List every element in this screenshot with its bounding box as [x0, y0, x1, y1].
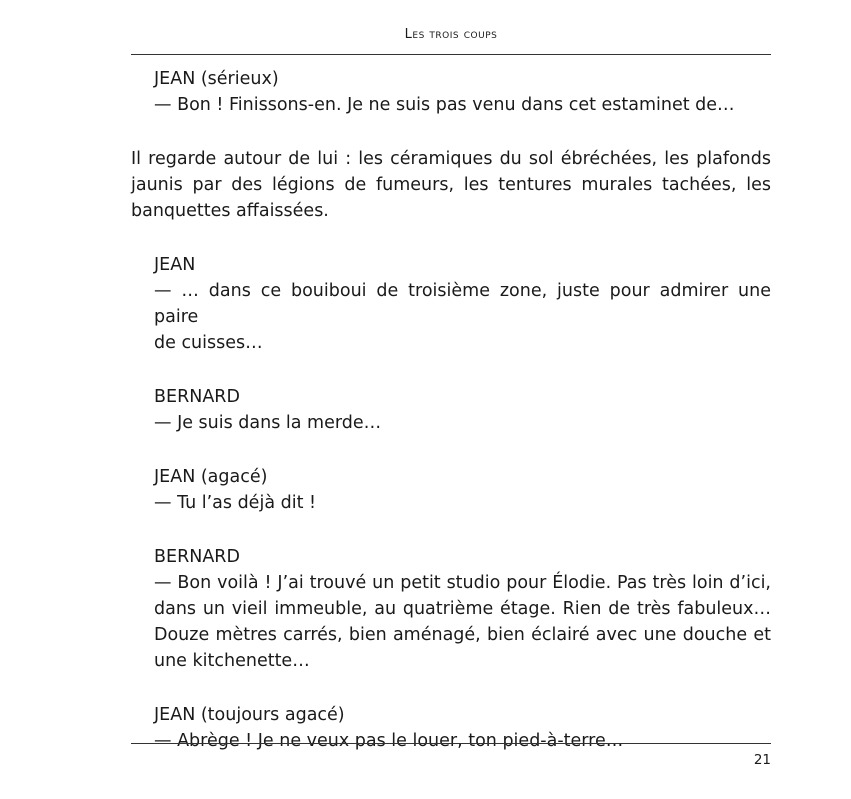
dialogue-block	[131, 66, 771, 118]
header-rule	[131, 54, 771, 55]
dialogue-line: — Bon voilà ! J’ai trouvé un petit studio pour Élodie. Pas très loin d’ici,	[154, 573, 771, 593]
speaker-name: JEAN (agacé)	[154, 467, 268, 487]
dialogue-line: — Tu l’as déjà dit !	[154, 493, 317, 513]
stage-direction-line: Il regarde autour de lui : les céramiques du sol ébréchées, les plafonds	[131, 149, 771, 169]
dialogue-line: de cuisses…	[154, 333, 263, 353]
dialogue-block	[131, 384, 771, 436]
speaker-name: JEAN	[154, 255, 196, 275]
speaker-name: JEAN (sérieux)	[154, 69, 279, 89]
dialogue-block	[131, 252, 771, 356]
speaker-name: BERNARD	[154, 387, 240, 407]
speaker-name: BERNARD	[154, 547, 240, 567]
stage-direction-line: banquettes affaissées.	[131, 201, 329, 221]
dialogue-block	[131, 544, 771, 674]
dialogue-line: — … dans ce bouiboui de troisième zone, juste pour admirer une paire	[154, 281, 771, 327]
page-number: 21	[753, 752, 771, 768]
page-body	[131, 66, 771, 754]
dialogue-block	[131, 464, 771, 516]
running-header: Les trois coups	[404, 27, 498, 42]
dialogue-line: une kitchenette…	[154, 651, 310, 671]
dialogue-block	[131, 702, 771, 754]
stage-direction	[131, 146, 771, 224]
dialogue-line: Douze mètres carrés, bien aménagé, bien éclairé avec une douche et	[154, 625, 771, 645]
stage-direction-line: jaunis par des légions de fumeurs, les tentures murales tachées, les	[131, 175, 771, 195]
dialogue-line: — Abrège ! Je ne veux pas le louer, ton pied-à-terre…	[154, 731, 624, 751]
footer-rule	[131, 743, 771, 744]
speaker-name: JEAN (toujours agacé)	[154, 705, 345, 725]
dialogue-line: — Bon ! Finissons-en. Je ne suis pas venu dans cet estaminet de…	[154, 95, 735, 115]
dialogue-line: — Je suis dans la merde…	[154, 413, 382, 433]
dialogue-line: dans un vieil immeuble, au quatrième étage. Rien de très fabuleux…	[154, 599, 771, 619]
